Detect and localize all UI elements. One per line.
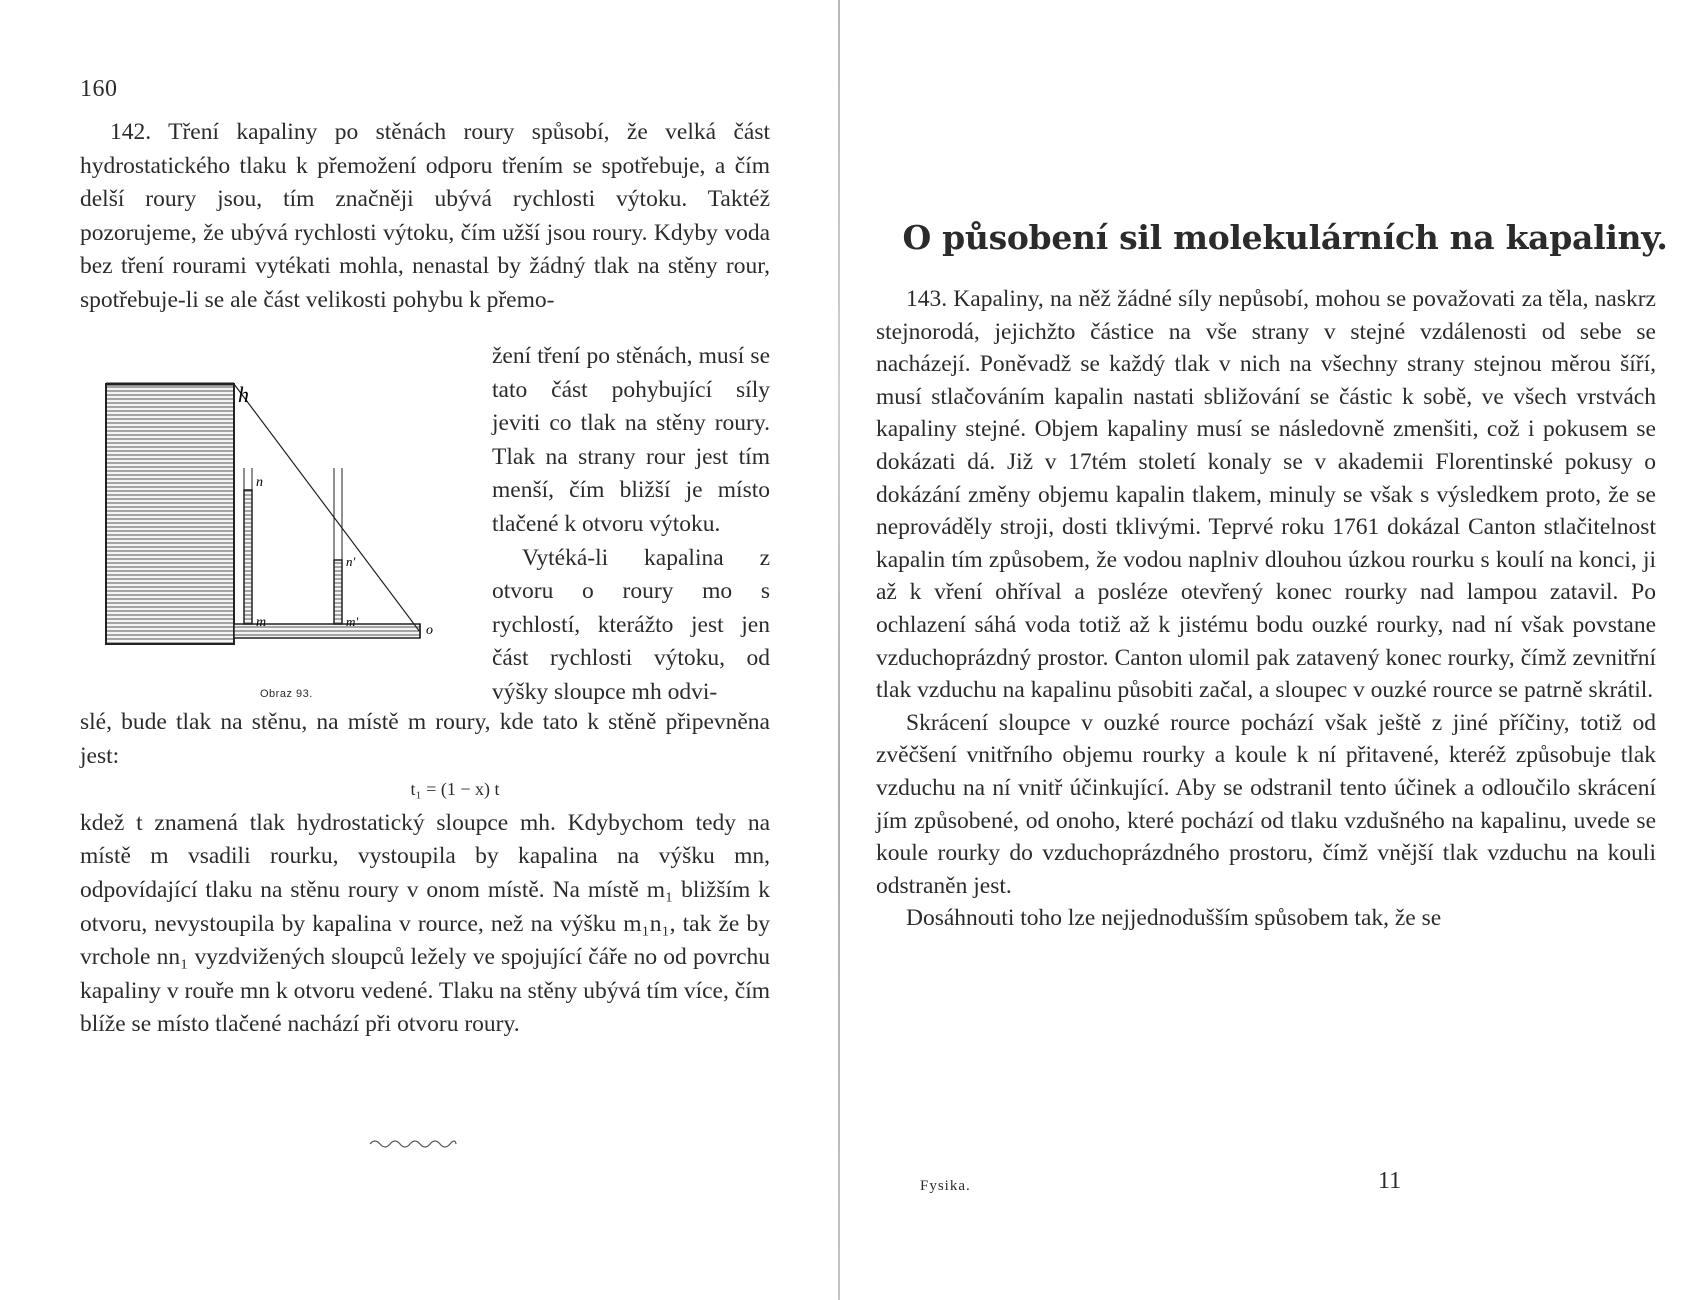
side-text-2: Vytéká-li kapalina z otvoru o roury mo s rychlostí, kterážto jest jen část rychlosti výtoku, od výšky sloupce mh odvi- [492, 544, 770, 705]
hydraulic-diagram [80, 382, 480, 762]
paragraph-143-last: Dosáhnouti toho lze nejjednodušším spůsobem tak, že se [906, 905, 1442, 932]
label-m: m [256, 615, 267, 630]
right-page [850, 0, 1700, 1300]
paragraph-142-bottom [80, 706, 770, 1042]
text-bottom-2: kdež t znamená tlak hydrostatický sloupce mh. Kdybychom tedy na místě m vsadili rourku, vystoupila by kapalina na výšku mn, odpovídající tlaku na stěnu roury v onom místě. Na místě m₁ bližším k otvoru, nevystoupila by kapalina v rource, než na výšku m₁n₁, tak že by vrchole nn₁ vyzdvižených sloupců ležely ve spojující čáře no od povrchu kapaliny v rouře mn k otvoru vedené. Tlaku na stěny ubývá tím více, čím blíže se místo tlačené nachází při otvoru roury. [80, 809, 770, 1038]
section-heading: O působení sil molekulárních na kapaliny. [902, 218, 1668, 257]
figure-caption: Obraz 93. [260, 688, 313, 700]
right-body-text [876, 283, 1656, 935]
figure-side-text [492, 340, 770, 710]
label-h: h [238, 382, 249, 407]
paragraph-143-continued: Skrácení sloupce v ouzké rource pochází však ještě z jiné příčiny, totiž od zvěčšení vnitřního objemu rourky a koule k ní přitavené, kteréž způsobuje tlak vzduchu na ní vnitř účinkující. Aby se odstranil tento účinek a odloučilo skrácení jím způsobené, od onoho, které pochází od tlaku vzdušného na kapalinu, uvede se koule rourky do vzduchoprázdného prostoru, čímž vnější tlak vzduchu na kouli odstraněn jest. [876, 709, 1656, 899]
sheet-number: 11 [1378, 1168, 1402, 1194]
tube-m1n1-shape [334, 560, 342, 624]
paragraph-142-top [80, 116, 770, 318]
label-n1: n' [346, 554, 356, 569]
label-o: o [426, 623, 433, 638]
text-bottom-1: slé, bude tlak na stěnu, na místě m roury, kde tato k stěně připevněna jest: [80, 709, 770, 769]
end-ornament [368, 1136, 458, 1150]
formula: t₁ = (1 − x) t [410, 779, 500, 800]
pressure-line [234, 384, 420, 632]
tube-mn-shape [244, 490, 252, 624]
paragraph-142-text: 142. Tření kapaliny po stěnách roury spůsobí, že velká část hydrostatického tlaku k přemožení odporu třením se spotřebuje, a čím delší roury jsou, tím značněji ubývá rychlosti výtoku. Taktéž pozorujeme, že ubývá rychlosti výtoku, čím užší jsou roury. Kdyby voda bez tření rourami vytékati mohla, nenastal by žádný tlak na stěny rour, spotřebuje-li se ale část velikosti pohybu k přemo- [80, 119, 770, 313]
book-gutter [838, 0, 840, 1300]
page-number: 160 [80, 76, 118, 102]
footer-signature: Fysika. [920, 1178, 971, 1194]
tank-shape [106, 384, 234, 644]
left-page [0, 0, 830, 1300]
side-text-1: žení tření po stěnách, musí se tato část pohybující síly jeviti co tlak na stěny roury. Tlak na strany rour jest tím menší, čím bližší je místo tlačené k otvoru výtoku. [492, 343, 770, 537]
figure-block [80, 343, 770, 762]
figure-obraz-93 [80, 382, 480, 762]
label-m1: m' [346, 614, 359, 629]
paragraph-143: 143. Kapaliny, na něž žádné síly nepůsobí, mohou se považovati za těla, naskrz stejnorodá, jejichžto částice na vše strany v stejné vzdálenosti od sebe se nacházejí. Poněvadž se každý tlak v nich na všechny strany stejnou měrou šíří, musí stlačováním kapalin nastati sbližování se částic k sobě, ve všech vrstvách kapaliny stejné. Objem kapaliny musí se následovně zmenšiti, což i pokusem se dokázati dá. Již v 17tém století konaly se v akademii Florentinské pokusy o dokázání změny objemu kapalin tlakem, minuly se však s výsledkem proto, že se neprováděly stroji, dosti tklivými. Teprvé roku 1761 dokázal Canton stlačitelnost kapalin tím způsobem, že vodou naplniv dlouhou úzkou rourku s koulí na konci, ji až k vření ohříval a posléze otevřený konec rourky nad lampou zatavil. Po ochlazení sáhá voda totiž až k jistému bodu ouzké rourky, nad ní však povstane vzduchoprázdný prostor. Canton ulomil pak zatavený konec rourky, čímž zevnitřní tlak vzduchu na kapalinu působiti začal, a sloupec v ouzké rource se patrně skrátil. [876, 286, 1656, 704]
label-n: n [256, 475, 263, 490]
